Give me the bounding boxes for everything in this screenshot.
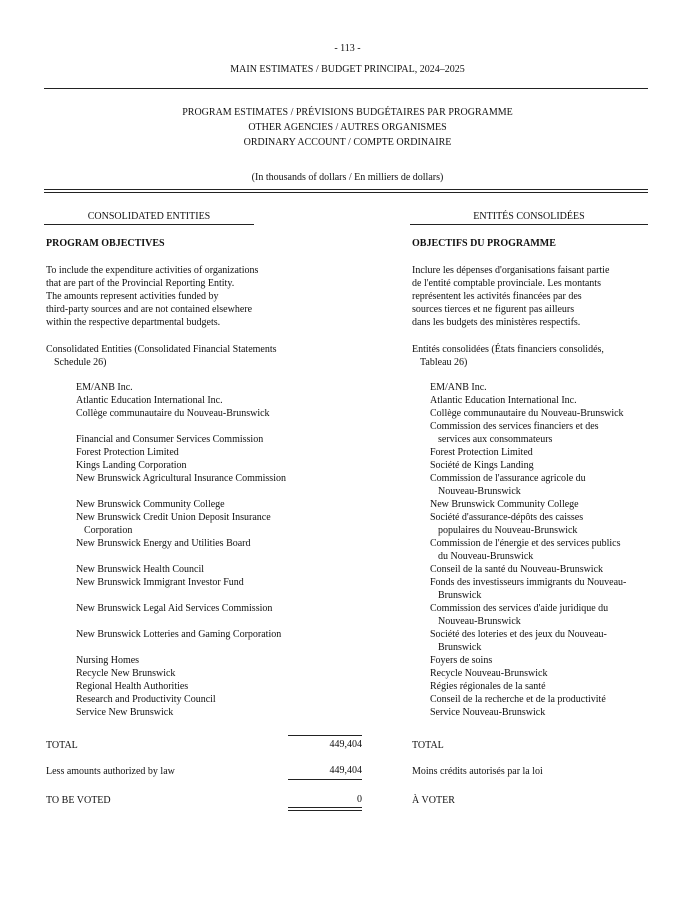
en-objective-line: The amounts represent activities funded by (46, 291, 219, 302)
fr-entity-item: New Brunswick Community College (430, 499, 579, 510)
fr-entity-item: Fonds des investisseurs immigrants du Nouveau- (430, 577, 627, 588)
en-entity-item: New Brunswick Energy and Utilities Board (76, 538, 251, 549)
units-rule-top (44, 189, 648, 190)
fr-entity-item: Service Nouveau-Brunswick (430, 707, 546, 718)
fr-entities-intro: Entités consolidées (États financiers consolidés, (412, 344, 604, 355)
voted-rule-top (288, 807, 362, 808)
fr-entity-item: Commission de l'énergie et des services publics (430, 538, 621, 549)
fr-entity-item: EM/ANB Inc. (430, 382, 487, 393)
en-entity-item: Regional Health Authorities (76, 681, 189, 692)
fr-objective-line: sources tierces et ne figurent pas ailleurs (412, 304, 575, 315)
en-objectives-heading: PROGRAM OBJECTIVES (46, 238, 165, 249)
en-entity-item: New Brunswick Lotteries and Gaming Corporation (76, 629, 282, 640)
fr-entity-item: populaires du Nouveau-Brunswick (438, 525, 578, 536)
en-objective-line: that are part of the Provincial Reporting Entity. (46, 278, 235, 289)
en-voted-label: TO BE VOTED (46, 795, 111, 806)
fr-entity-item: Conseil de la recherche et de la productivité (430, 694, 606, 705)
fr-entities-intro: Tableau 26) (420, 357, 468, 368)
en-entity-item: New Brunswick Immigrant Investor Fund (76, 577, 244, 588)
en-entity-item: Financial and Consumer Services Commission (76, 434, 264, 445)
fr-entity-item: Foyers de soins (430, 655, 493, 666)
fr-section-heading: ENTITÉS CONSOLIDÉES (410, 211, 648, 225)
en-section-heading: CONSOLIDATED ENTITIES (44, 211, 254, 225)
fr-entity-item: Commission de l'assurance agricole du (430, 473, 586, 484)
en-entity-item: Corporation (84, 525, 133, 536)
en-entity-item: Forest Protection Limited (76, 447, 179, 458)
fr-entity-item: Forest Protection Limited (430, 447, 533, 458)
fr-objective-line: dans les budgets des ministères respectifs. (412, 317, 581, 328)
fr-entity-item: du Nouveau-Brunswick (438, 551, 534, 562)
total-rule (288, 735, 362, 736)
fr-entity-item: services aux consommateurs (438, 434, 553, 445)
fr-voted-label: À VOTER (412, 795, 455, 806)
title-line-3: ORDINARY ACCOUNT / COMPTE ORDINAIRE (243, 137, 452, 148)
en-entity-item: EM/ANB Inc. (76, 382, 133, 393)
fr-entity-item: Recycle Nouveau-Brunswick (430, 668, 548, 679)
en-entity-item: Atlantic Education International Inc. (76, 395, 223, 406)
fr-objective-line: Inclure les dépenses d'organisations faisant partie (412, 265, 610, 276)
fr-less-label: Moins crédits autorisés par la loi (412, 766, 543, 777)
fr-entity-item: Régies régionales de la santé (430, 681, 546, 692)
fr-entity-item: Nouveau-Brunswick (438, 486, 521, 497)
en-entities-intro: Consolidated Entities (Consolidated Financial Statements (46, 344, 277, 355)
fr-entity-item: Brunswick (438, 642, 482, 653)
en-entity-item: Nursing Homes (76, 655, 140, 666)
voted-rule-bottom (288, 810, 362, 811)
total-amount: 449,404 (329, 739, 362, 750)
less-rule (288, 779, 362, 780)
fr-entity-item: Nouveau-Brunswick (438, 616, 521, 627)
en-entity-item: New Brunswick Agricultural Insurance Commission (76, 473, 286, 484)
title-line-1: PROGRAM ESTIMATES / PRÉVISIONS BUDGÉTAIRES PAR PROGRAMME (182, 107, 513, 118)
voted-amount: 0 (357, 794, 362, 805)
less-amount: 449,404 (329, 765, 362, 776)
fr-entity-item: Commission des services financiers et des (430, 421, 599, 432)
en-less-label: Less amounts authorized by law (46, 766, 175, 777)
fr-entity-item: Conseil de la santé du Nouveau-Brunswick (430, 564, 604, 575)
fr-entity-item: Société d'assurance-dépôts des caisses (430, 512, 584, 523)
en-total-label: TOTAL (46, 740, 78, 751)
page-number: - 113 - (334, 43, 361, 54)
en-entity-item: Kings Landing Corporation (76, 460, 187, 471)
fr-objective-line: représentent les activités financées par des (412, 291, 582, 302)
fr-entity-item: Commission des services d'aide juridique du (430, 603, 609, 614)
en-entity-item: Service New Brunswick (76, 707, 174, 718)
en-entity-item: Recycle New Brunswick (76, 668, 176, 679)
en-entity-item: Collège communautaire du Nouveau-Brunswick (76, 408, 270, 419)
publication-title: MAIN ESTIMATES / BUDGET PRINCIPAL, 2024–2025 (230, 64, 465, 75)
units-note: (In thousands of dollars / En milliers de dollars) (251, 172, 444, 183)
fr-objective-line: de l'entité comptable provinciale. Les montants (412, 278, 601, 289)
fr-total-label: TOTAL (412, 740, 444, 751)
fr-entity-item: Collège communautaire du Nouveau-Brunswick (430, 408, 624, 419)
fr-entity-item: Société des loteries et des jeux du Nouveau- (430, 629, 607, 640)
en-entity-item: New Brunswick Legal Aid Services Commission (76, 603, 273, 614)
en-entity-item: Research and Productivity Council (76, 694, 216, 705)
en-objective-line: third-party sources and are not contained elsewhere (46, 304, 253, 315)
en-objective-line: within the respective departmental budgets. (46, 317, 221, 328)
en-entity-item: New Brunswick Community College (76, 499, 225, 510)
fr-entity-item: Brunswick (438, 590, 482, 601)
fr-objectives-heading: OBJECTIFS DU PROGRAMME (412, 238, 556, 249)
en-objective-line: To include the expenditure activities of organizations (46, 265, 259, 276)
header-rule (44, 88, 648, 89)
title-line-2: OTHER AGENCIES / AUTRES ORGANISMES (248, 122, 447, 133)
en-entity-item: New Brunswick Health Council (76, 564, 205, 575)
units-rule-bottom (44, 192, 648, 193)
en-entities-intro: Schedule 26) (54, 357, 107, 368)
fr-entity-item: Société de Kings Landing (430, 460, 534, 471)
fr-entity-item: Atlantic Education International Inc. (430, 395, 577, 406)
en-entity-item: New Brunswick Credit Union Deposit Insurance (76, 512, 271, 523)
